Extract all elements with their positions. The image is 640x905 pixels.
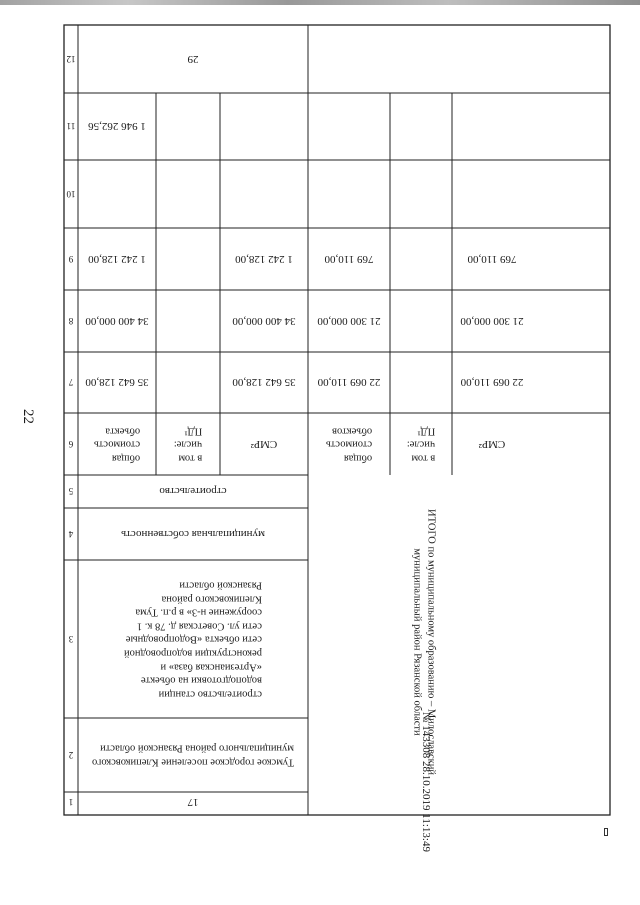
itogo-total-cost-value: 22 069 110,00 [317, 376, 381, 388]
column-number-10: 10 [66, 189, 76, 199]
smr-budget-value: 34 400 000,00 [232, 315, 296, 327]
column-number-11: 11 [66, 121, 76, 131]
ownership-type: муниципальная собственность [121, 528, 265, 540]
itogo-smr-budget-value: 21 300 000,00 [460, 315, 524, 327]
column-number-6: 6 [68, 439, 74, 449]
row-number: 17 [187, 796, 199, 808]
settlement-name: Тумское городское поселение Клепиковского муниципального района Рязанской области [92, 743, 294, 768]
itogo-cost-smr-label: СМР² [478, 438, 506, 450]
object-description: строительство станции водоподготовки на объекте «Артезианская база» и реконструкции водопроводной сети объекта «Водопроводные сети ул. Советская д. 78 к. 1 сооружение н-3» в р.п. Тума Клепиковского района Рязанской области [124, 579, 262, 700]
document-footer: № 143308 28.10.2019 11:13:49 [420, 712, 432, 852]
column-number-12: 12 [66, 54, 76, 64]
cofinance-value: 1 242 128,00 [88, 253, 146, 265]
column-number-2: 2 [68, 750, 74, 760]
column-number-3: 3 [68, 634, 74, 644]
itogo-label: ИТОГО по муниципальному образованию – Милославский муниципальный район Рязанской области [412, 509, 437, 775]
column-number-8: 8 [68, 316, 74, 326]
smr-cofinance-value: 1 242 128,00 [235, 253, 293, 265]
column-number-9: 9 [68, 254, 74, 264]
itogo-cofinance-value: 769 110,00 [324, 253, 374, 265]
cost-pd-label: в том числе: ПД¹ [173, 425, 203, 464]
cost-total-label: общая стоимость объекта [93, 425, 141, 464]
column-number-5: 5 [68, 486, 74, 496]
cost-smr-label: СМР² [250, 438, 278, 450]
registration-stamp [604, 828, 608, 836]
smr-total-value: 35 642 128,00 [232, 376, 296, 388]
column-number-1: 1 [68, 797, 74, 807]
itogo-cost-pd-label: в том числе: ПД¹ [406, 425, 436, 464]
itogo-smr-cofinance-value: 769 110,00 [467, 253, 517, 265]
work-type: строительство [159, 485, 227, 497]
total-cost-value: 35 642 128,00 [85, 376, 149, 388]
page-number: 22 [20, 409, 36, 424]
extra-value: 1 946 262,56 [88, 120, 146, 132]
itogo-smr-total-value: 22 069 110,00 [460, 376, 524, 388]
column-number-7: 7 [68, 377, 74, 387]
budget-value: 34 400 000,00 [85, 315, 149, 327]
itogo-cost-total-label: общая стоимость объектов [325, 425, 373, 464]
rank-value: 29 [187, 53, 199, 65]
column-number-4: 4 [68, 529, 74, 539]
itogo-budget-value: 21 300 000,00 [317, 315, 381, 327]
